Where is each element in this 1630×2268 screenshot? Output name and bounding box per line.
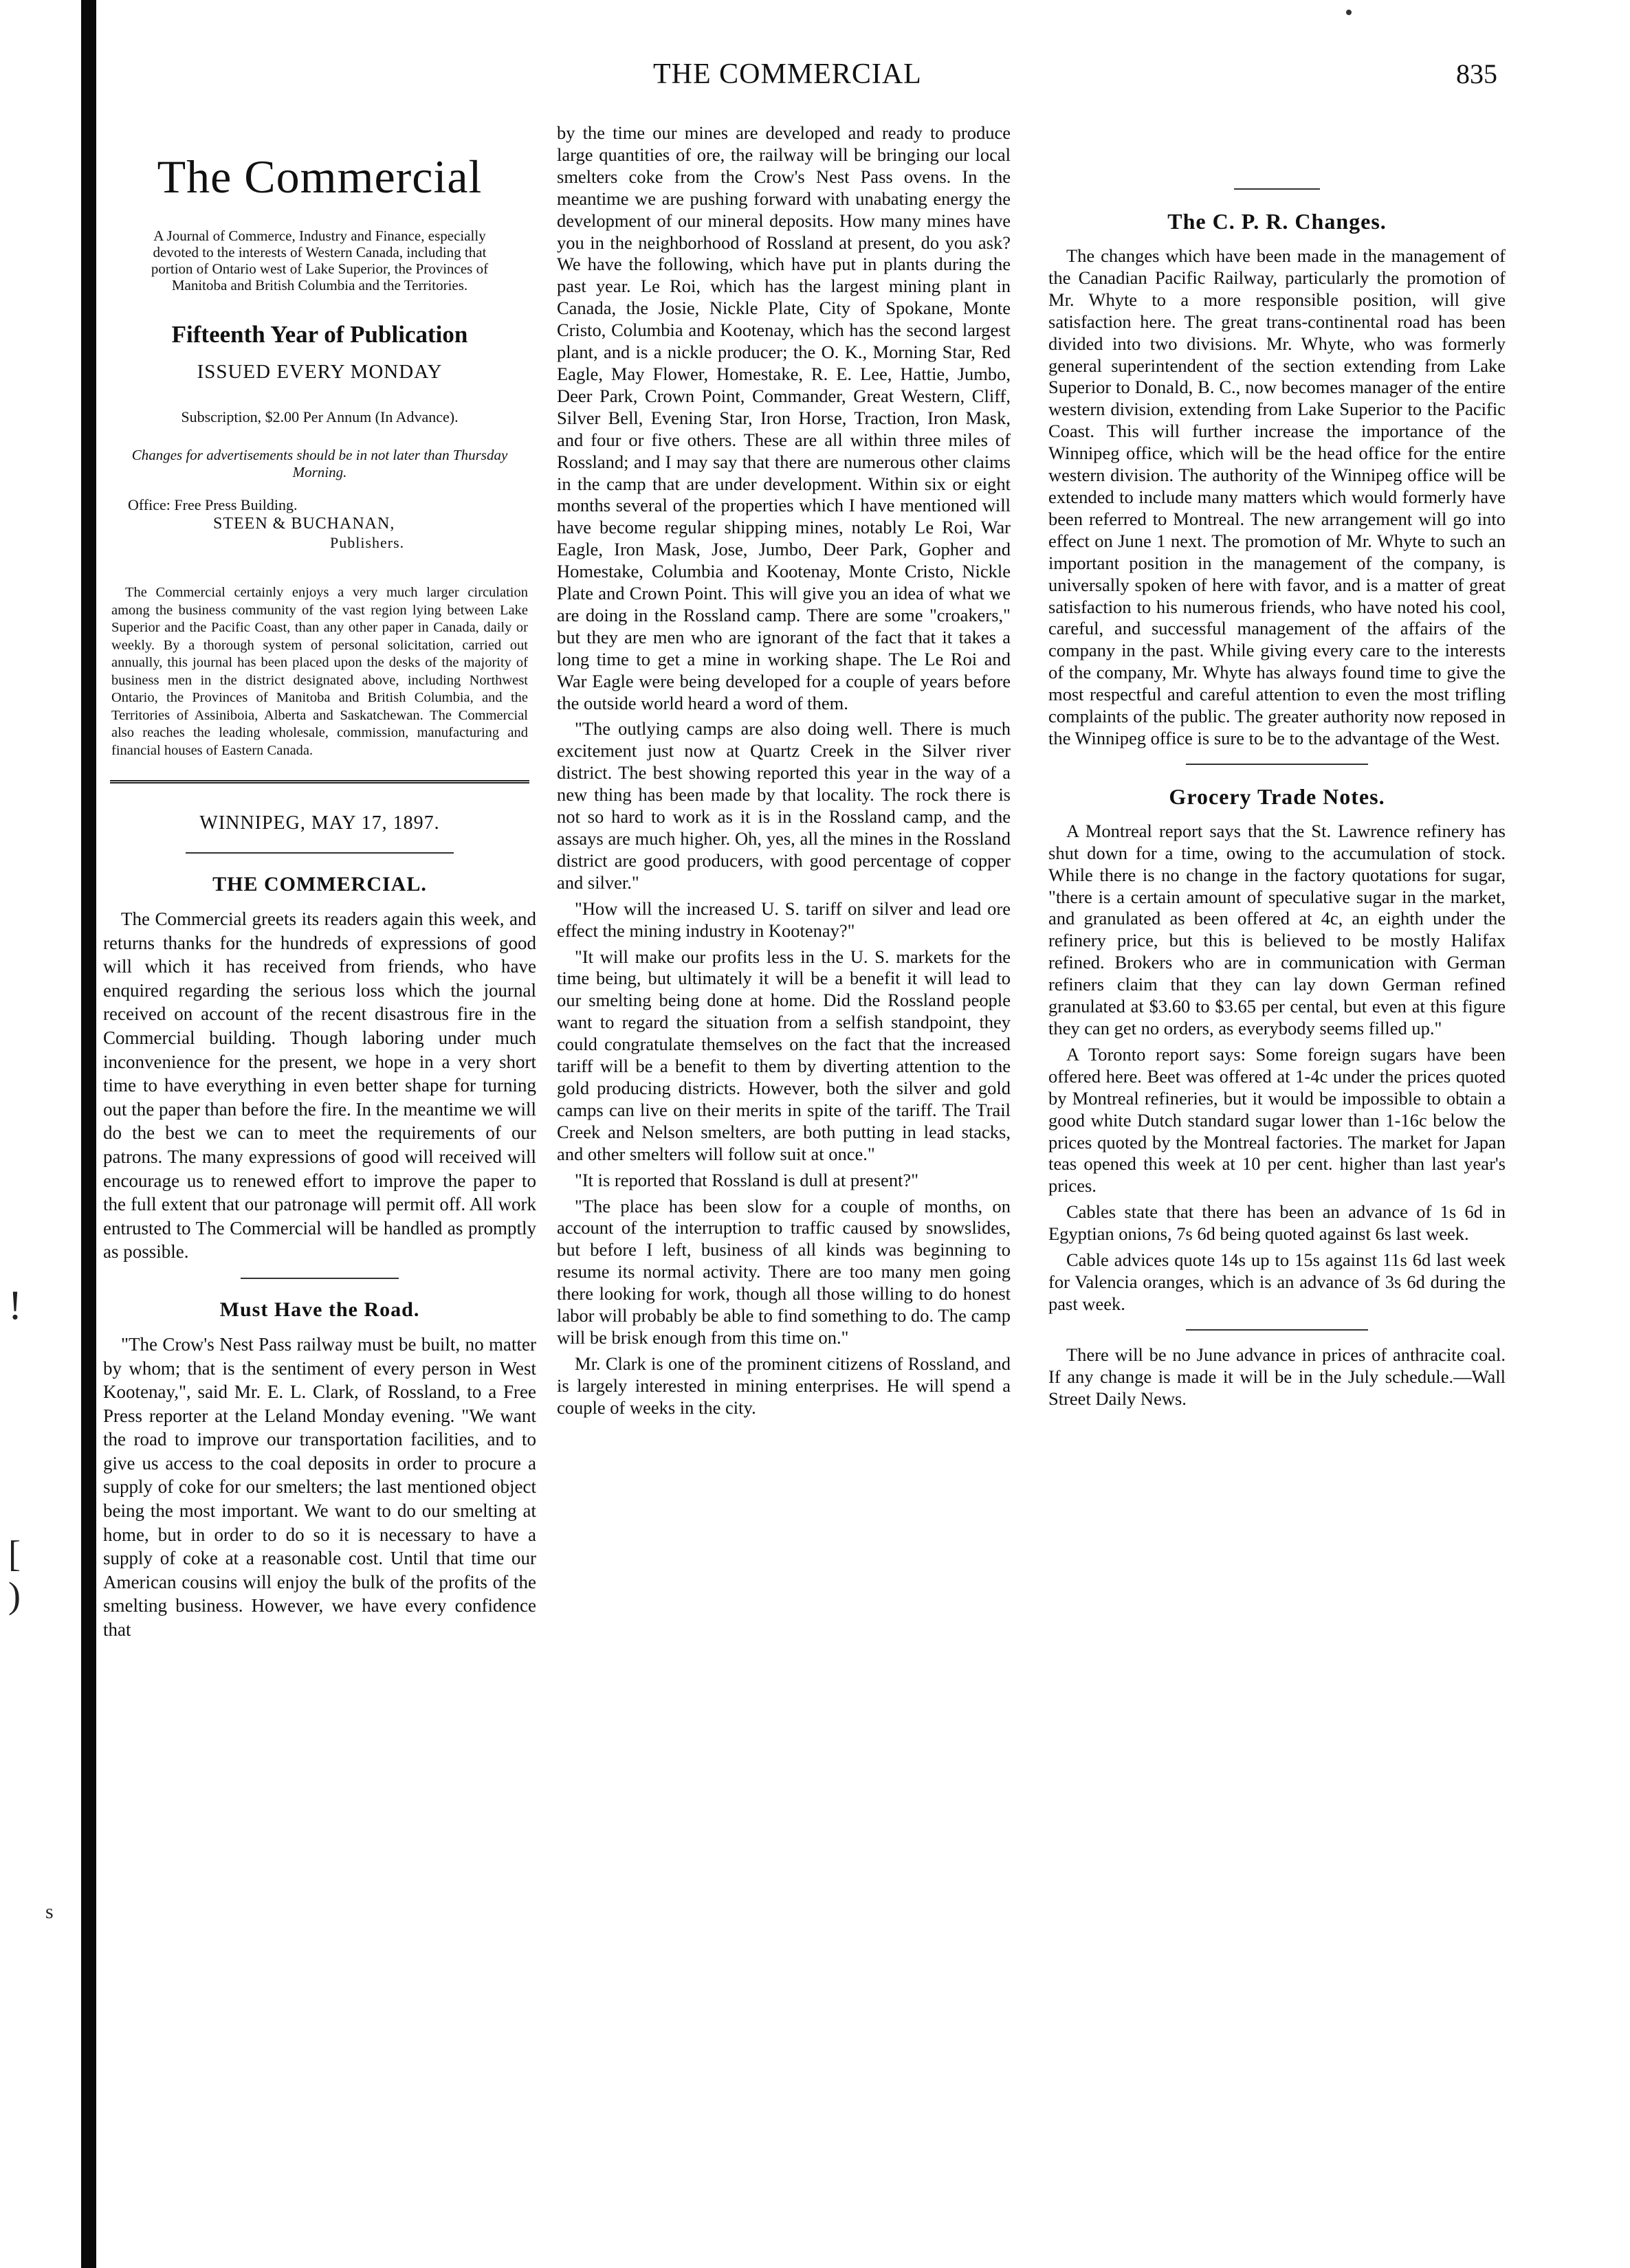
office-address: Office: Free Press Building. [128, 496, 298, 513]
double-rule [110, 780, 529, 783]
margin-bracket-open: [ [8, 1533, 21, 1575]
advertisement-deadline: Changes for advertisements should be in not later than Thursday Morning. [131, 447, 508, 480]
article-heading-cpr: The C. P. R. Changes. [1167, 209, 1387, 234]
article-road-body-start [103, 1333, 536, 1642]
column-middle [557, 122, 1011, 2236]
article-heading-road: Must Have the Road. [219, 1298, 420, 1321]
masthead-subtitle: A Journal of Commerce, Industry and Finance, especially devoted to the interests of Western Canada, including that portion of Ontario west of Lake Superior, the Provinces of Manitoba and British Columbia and the Territories. [151, 227, 489, 293]
article-paragraph: Cables state that there has been an advance of 1s 6d in Egyptian onions, 7s 6d being quoted against 6s last week. [1048, 1201, 1506, 1245]
article-paragraph: "It is reported that Rossland is dull at present?" [575, 1169, 919, 1190]
subscription-price: Subscription, $2.00 Per Annum (In Advance). [181, 408, 459, 425]
publishers-block [213, 514, 536, 553]
article-paragraph: "The place has been slow for a couple of months, on account of the interruption to traffic caused by snowslides, but before I left, business of all kinds was beginning to resume its normal activity. There are too many men going there looking for work, though all those willing to do honest labor will probably be able to find something to do. The camp will be brisk enough from this time on." [557, 1195, 1011, 1348]
ink-spot [1346, 10, 1352, 15]
continuation-space [1048, 122, 1506, 188]
article-paragraph: The Commercial greets its readers again this week, and returns thanks for the hundreds of expressions of good will which it has received from friends, who have enquired regarding the serious loss which the journal received on account of the recent disastrous fire in the Commercial building. Though laboring under much inconvenience for the present, we hope in a very short time to have everything in even better shape for turning out the paper than before the fire. In the meantime we will do the best we can to meet the requirements of our patrons. The many expressions of good will received will encourage us to renewed effort to improve the paper to the full extent that our patronage will permit off. All work entrusted to The Commercial will be handled as promptly as possible. [103, 909, 536, 1263]
margin-mark: ! [8, 1282, 22, 1328]
issue-frequency: ISSUED EVERY MONDAY [197, 361, 443, 383]
margin-bracket-close: ) [8, 1575, 21, 1616]
divider-rule [1234, 188, 1320, 190]
publication-year: Fifteenth Year of Publication [171, 321, 468, 348]
column-left [103, 122, 536, 2225]
publishers-label: Publishers. [330, 534, 405, 551]
article-paragraph: The changes which have been made in the management of the Canadian Pacific Railway, particularly the promotion of Mr. Whyte to a more responsible position, will give satisfaction here. The great trans-continental road has been divided into two divisions. Mr. Whyte, who was formerly general superintendent of the section extending from Lake Superior to Donald, B. C., now becomes manager of the entire western division, extending from Lake Superior to the Pacific Coast. This will further increase the importance of the Winnipeg office, which will be the head office for the entire western division. The authority of the Winnipeg office will be extended to include many matters which would formerly have been referred to Montreal. The new arrangement will go into effect on June 1 next. The promotion of Mr. Whyte to such an important position in the management of the company, is universally spoken of here with favor, and is a matter of great satisfaction to his numerous friends, who have noted his cool, careful, and successful management of the affairs of the company in the past. While giving every care to the interests of the company, Mr. Whyte has always found time to give the most respectful and careful attention to even the most trifling complaints of the public. The greater authority now reposed in the Winnipeg office is sure to be to the advantage of the West. [1048, 245, 1506, 748]
column-right [1048, 122, 1506, 2157]
page-spine-shadow [81, 0, 96, 2268]
article-paragraph: "It will make our profits less in the U. S. markets for the time being, but ultimately it will be a benefit it will lead to our smelting being done at home. Did the Rossland people want to regard the situation from a selfish standpoint, they could congratulate themselves on the fact that the increased tariff will be a benefit to them by diverting attention to the gold producing districts. However, both the silver and gold camps can live on their merits in spite of the tariff. The Trail Creek and Nelson smelters, are both putting in lead stacks, and other smelters will follow suit at once." [557, 946, 1011, 1164]
article-paragraph: A Montreal report says that the St. Lawrence refinery has shut down for a time, owing to the accumulation of stock. While there is no change in the factory quotations for sugar, "there is a certain amount of speculative sugar in the market, and granulated as been offered at 4c, an eighth under the refinery price, but this is believed to be mostly Halifax refined. Brokers who are in communication with German refiners claim that they can lay down German refined granulated at $3.60 to $3.65 per cental, but even at this figure they can get no orders, as everybody seems filled up." [1048, 820, 1506, 1038]
article-paragraph: A Toronto report says: Some foreign sugars have been offered here. Beet was offered at 1-4c under the prices quoted by Montreal refineries, but it would be impossible to obtain a good white Dutch standard sugar lower than 1-16c below the prices quoted by the Montreal factories. The market for Japan teas opened this week at 10 per cent. higher than last year's prices. [1048, 1043, 1506, 1197]
circulation-statement: The Commercial certainly enjoys a very much larger circulation among the business community of the vast region lying between Lake Superior and the Pacific Coast, than any other paper in Canada, daily or weekly. By a thorough system of personal solicitation, carried out annually, this journal has been placed upon the desks of the majority of business men in the district designated above, including Northwest Ontario, the Provinces of Manitoba and British Columbia, and the Territories of Assiniboia, Alberta and Saskatchewan. The Commercial also reaches the leading wholesale, commission, manufacturing and financial houses of Eastern Canada. [111, 585, 528, 758]
margin-letter: s [45, 1900, 54, 1923]
divider-rule [241, 1278, 399, 1279]
article-commercial-body [103, 907, 536, 1264]
article-paragraph: Mr. Clark is one of the prominent citizens of Rossland, and is largely interested in mining enterprises. He will spend a couple of weeks in the city. [557, 1353, 1011, 1418]
divider-rule [186, 852, 454, 854]
article-paragraph: Cable advices quote 14s up to 15s against 11s 6d last week for Valencia oranges, which is an advance of 3s 6d during the past week. [1048, 1249, 1506, 1314]
running-title: THE COMMERCIAL [653, 58, 922, 90]
dateline: WINNIPEG, MAY 17, 1897. [199, 812, 440, 834]
article-paragraph: "The outlying camps are also doing well. There is much excitement just now at Quartz Creek in the Silver river district. The best showing reported this year in the way of a new thing has been made by that locality. The rock there is not so hard to work as it is in the Rossland camp, and the assays are much higher. Oh, yes, all the mines in the Rossland district are good producers, with good percentage of copper and silver." [557, 718, 1011, 893]
article-heading-grocery: Grocery Trade Notes. [1169, 783, 1385, 809]
article-paragraph: "How will the increased U. S. tariff on silver and lead ore effect the mining industry in Kootenay?" [557, 898, 1011, 941]
divider-rule [1186, 764, 1368, 765]
publishers-name: STEEN & BUCHANAN, [213, 515, 395, 533]
article-paragraph: There will be no June advance in prices of anthracite coal. If any change is made it will be in the July schedule.—Wall Street Daily News. [1048, 1344, 1506, 1409]
article-paragraph: by the time our mines are developed and ready to produce large quantities of ore, the railway will be bringing our local smelters coke from the Crow's Nest Pass ovens. In the meantime we are pushing forward with unabating energy the development of our mineral deposits. How many mines have you in the neighborhood of Rossland at present, do you ask? We have the following, which have put in plants during the past year. Le Roi, which has the largest mining plant in Canada, the Josie, Nickle Plate, City of Spokane, Monte Cristo, Columbia and Kootenay, which has the second largest plant, and is a nickle producer; the O. K., Morning Star, Red Eagle, May Flower, Homestake, R. E. Lee, Hattie, Jumbo, Deer Park, Crown Point, Commander, Great Western, Cliff, Silver Bell, Evening Star, Iron Horse, Traction, Iron Mask, and four or five others. These are all within three miles of Rossland; and I may say that there are numerous other claims in the camp that are under development. Within six or eight months several of the properties which I have mentioned will have become regular shipping mines, notably Le Roi, War Eagle, Iron Mask, Jose, Jumbo, Deer Park, Gopher and Homestake, Columbia and Kootenay, Monte Cristo, Nickle Plate and Crown Point. This will give you an idea of what we are doing in the Rossland camp. There are some "croakers," but they are men who are ignorant of the fact that it takes a long time to get a mine in working shape. The Le Roi and War Eagle were being developed for a couple of years before the outside world heard a word of them. [557, 122, 1011, 713]
page-number: 835 [1456, 58, 1497, 89]
article-heading-commercial: THE COMMERCIAL. [212, 873, 427, 896]
masthead-title: The Commercial [157, 151, 483, 203]
divider-rule [1186, 1329, 1368, 1331]
article-paragraph: "The Crow's Nest Pass railway must be built, no matter by whom; that is the sentiment of every person in West Kootenay,", said Mr. E. L. Clark, of Rossland, to a Free Press reporter at the Leland Monday evening. "We want the road to improve our transportation facilities, and to give us access to the coal deposits in order to procure a supply of coke for our smelters; the last mentioned object being the most important. We want to do our smelting at home, but in order to do so it is necessary to have a supply of coke at a reasonable cost. Until that time our American cousins will enjoy the bulk of the profits of the smelting business. However, we have every confidence that [103, 1333, 536, 1641]
